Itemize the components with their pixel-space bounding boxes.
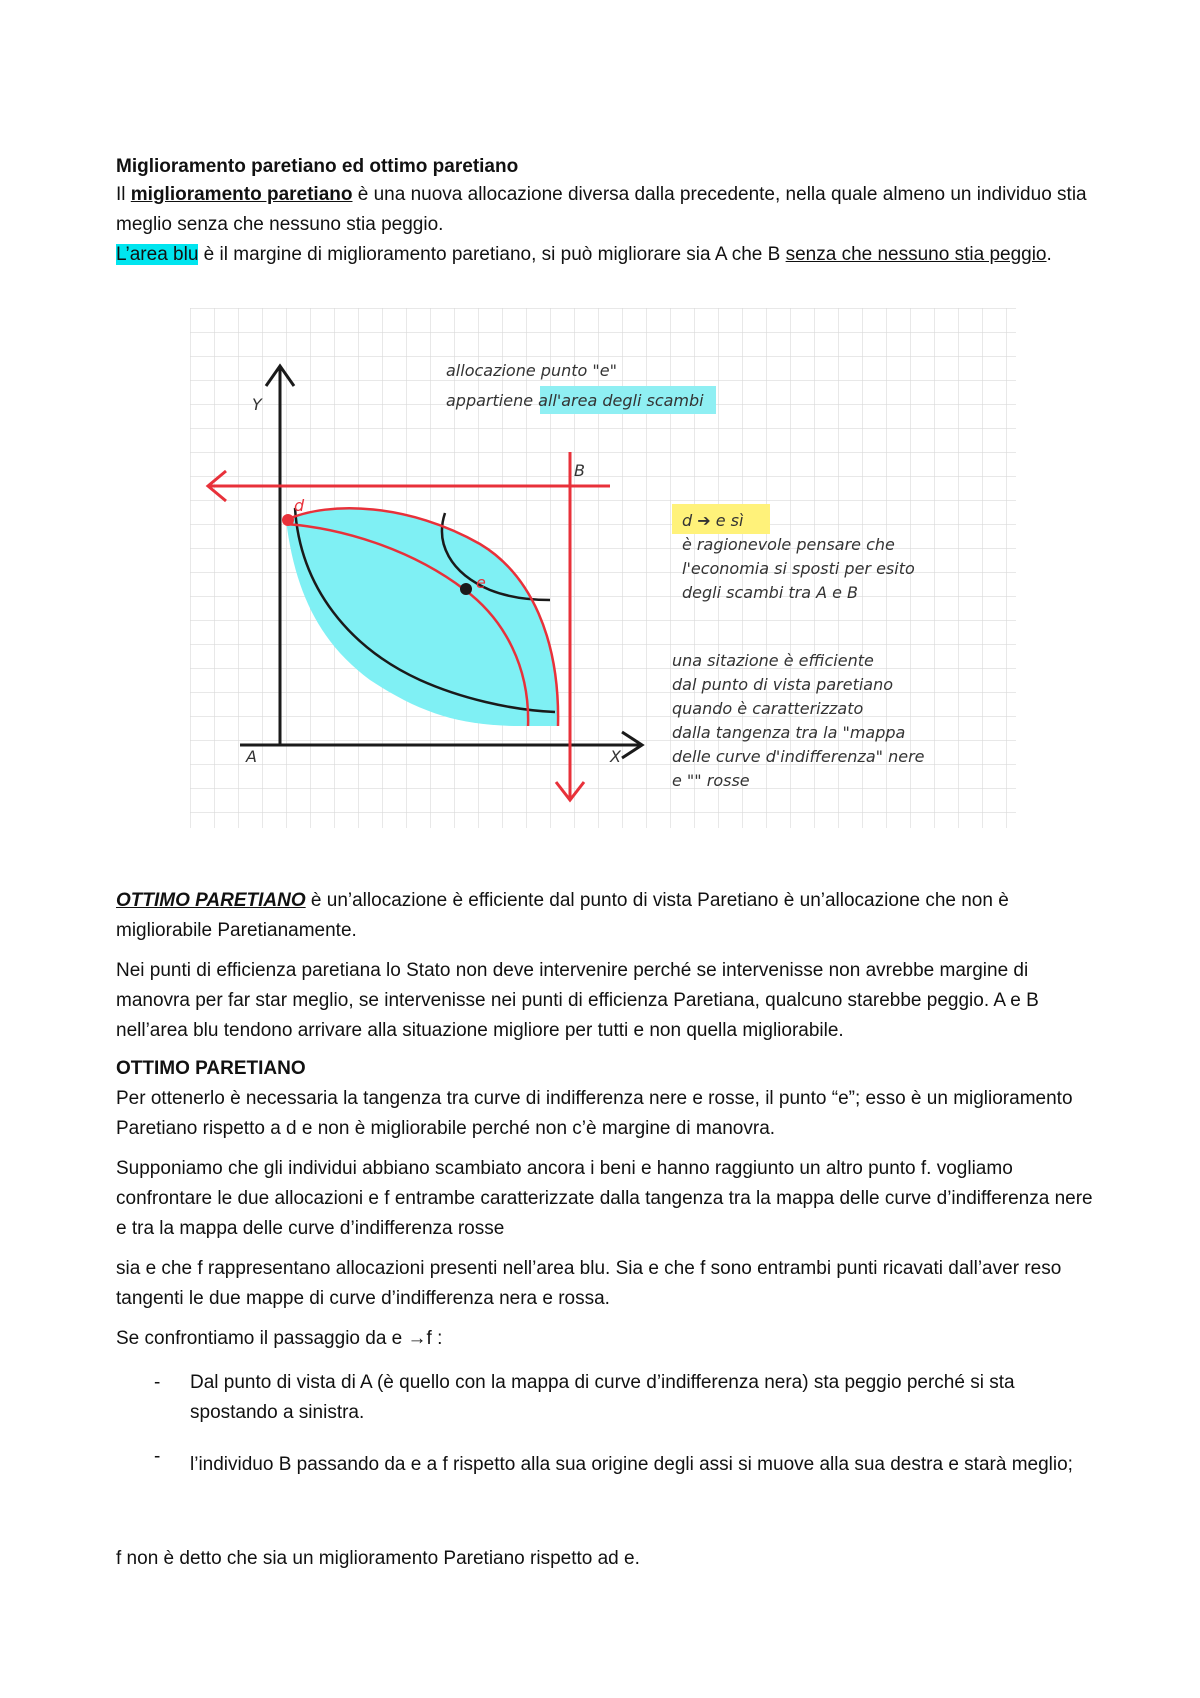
- origin-a-label: A: [246, 747, 257, 766]
- note2-line3: l'economia si sposti per esito: [682, 559, 915, 578]
- term-ottimo-paretiano: OTTIMO PARETIANO: [116, 890, 306, 911]
- point-e-marker: [460, 583, 472, 595]
- note2-line1: d ➔ e sì: [682, 511, 744, 530]
- note3-line6: e "" rosse: [672, 771, 750, 790]
- ottimo-definition-paragraph: OTTIMO PARETIANO è un’allocazione è efficiente dal punto di vista Paretiano è un’allocazione che non è migliorabile Paretianamente.: [116, 890, 1009, 941]
- origin-b-label: B: [574, 461, 585, 480]
- blue-area-paragraph: L’area blu è il margine di miglioramento paretiano, si può migliorare sia A che B senza che nessuno stia peggio.: [116, 244, 1052, 265]
- point-e-label: e: [476, 573, 486, 592]
- note3-line4: dalla tangenza tra la "mappa: [672, 723, 906, 742]
- bullet-item-b: l’individuo B passando da e a f rispetto alla sua origine degli assi si muove alla sua destra e starà meglio;: [190, 1454, 1073, 1475]
- point-d-marker: [282, 514, 294, 526]
- axis-x-label: X: [610, 747, 621, 766]
- comparison-intro: Se confrontiamo il passaggio da e →f :: [116, 1328, 443, 1349]
- note3-line3: quando è caratterizzato: [672, 699, 864, 718]
- note2-line2: è ragionevole pensare che: [682, 535, 895, 554]
- point-d-label: d: [294, 496, 305, 515]
- bullet-marker: -: [154, 1446, 161, 1467]
- term-miglioramento-paretiano: miglioramento paretiano: [130, 184, 353, 205]
- exchange-paragraph: Supponiamo che gli individui abbiano scambiato ancora i beni e hanno raggiunto un altro punto f. vogliamo confrontare le due allocazioni e f entrambe caratterizzate dalla tangenza tra la mappa delle curve d’indifferenza nere e tra la mappa delle curve d’indifferenza rosse: [116, 1158, 1093, 1239]
- intro-paragraph: Il miglioramento paretiano è una nuova allocazione diversa dalla precedente, nella quale almeno un individuo stia meglio senza che nessuno stia peggio.: [116, 184, 1087, 235]
- note3-line5: delle curve d'indifferenza" nere: [672, 747, 925, 766]
- svg-text:appartiene all'area degli scam: appartiene all'area degli scambi: [446, 391, 704, 410]
- tangency-paragraph: Per ottenerlo è necessaria la tangenza tra curve di indifferenza nere e rosse, il punto “e”; esso è un miglioramento Paretiano rispetto a d e non è migliorabile perché non c’è margine di manovra.: [116, 1088, 1073, 1139]
- page-title: Miglioramento paretiano ed ottimo paretiano: [116, 156, 519, 177]
- edgeworth-box-figure: [190, 308, 1016, 828]
- closing-paragraph: f non è detto che sia un miglioramento Paretiano rispetto ad e.: [116, 1548, 640, 1569]
- note3-line2: dal punto di vista paretiano: [672, 675, 894, 694]
- efficiency-paragraph: Nei punti di efficienza paretiana lo Stato non deve intervenire perché se intervenisse non avrebbe margine di manovra per far star meglio, se intervenisse nei punti di efficienza Paretiana, qualcuno starebbe peggio. A e B nell’area blu tendono arrivare alla situazione migliore per tutti e non quella migliorabile.: [116, 960, 1039, 1041]
- note1-line1: allocazione punto "e": [446, 361, 617, 380]
- bullet-item-a: Dal punto di vista di A (è quello con la mappa di curve d’indifferenza nera) sta peggio perché si sta spostando a sinistra.: [190, 1372, 1015, 1423]
- bullet-marker: -: [154, 1372, 161, 1393]
- axis-y-label: Y: [252, 395, 262, 414]
- ottimo-heading: OTTIMO PARETIANO: [116, 1058, 306, 1079]
- blue-area-points-paragraph: sia e che f rappresentano allocazioni presenti nell’area blu. Sia e che f sono entrambi punti ricavati dall’aver reso tangenti le due mappe di curve d’indifferenza nera e rossa.: [116, 1258, 1062, 1309]
- figure-canvas: [190, 308, 1016, 828]
- note2-line4: degli scambi tra A e B: [682, 583, 859, 602]
- note3-line1: una sitazione è efficiente: [672, 651, 874, 670]
- highlight-area-blu: L’area blu: [116, 244, 199, 265]
